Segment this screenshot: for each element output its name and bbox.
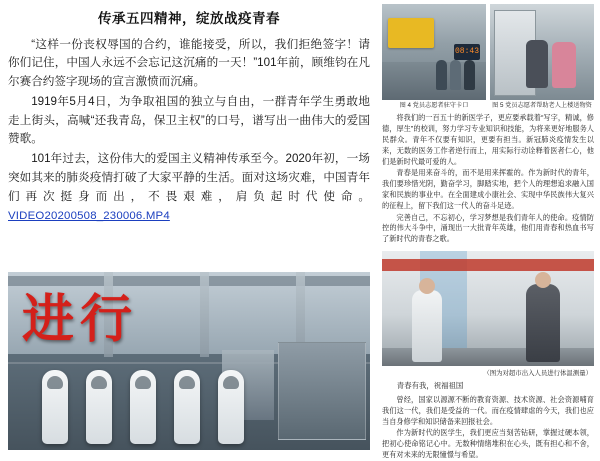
time-display-sign: 08:43 xyxy=(454,44,480,60)
page-title: 传承五四精神，绽放战疫青春 xyxy=(98,11,280,26)
closing-paragraph-2: 作为新时代的医学生，我们更应当刻苦钻研，掌握过硬本领，把初心使命铭记心中。无数种情绪堆积在心头，既有担心和不舍，更有对未来的无限憧憬与希望。 xyxy=(382,428,594,459)
market-temperature-check-photo xyxy=(382,251,594,366)
closing-paragraph-1: 曾经，国家以源源不断的教育资源、技术资源、社会资源哺育我们这一代，我们是受益的一代。而在疫情肆虐的今天，我们也应当自身修学和知识储备来回报社会。 xyxy=(382,395,594,426)
right-paragraph-1: 将我们的一百五十的新医学子，更应要承载着“写字，精诚，修德，厚生”的校训，努力学习专业知识和技能，为将来更好地服务人民群众。青年不仅要有知识，更要有担当。新冠肺炎疫情发生以来，无数的医务工作者逆行而上，用实际行动诠释着医者仁心，他们是新时代最可爱的人。 xyxy=(382,113,594,166)
photo-caption-5: 图 5 党员志愿者帮助老人上楼送物资 xyxy=(492,102,592,109)
photo-equipment xyxy=(278,342,366,440)
market-photo-caption: （图为对超市出入人员进行体温测量） xyxy=(483,370,592,377)
photo-overhead-beam xyxy=(8,276,370,286)
photo-worker xyxy=(174,370,200,444)
photo-overlay-text: 进行 xyxy=(22,291,139,349)
paragraph-3 xyxy=(8,150,370,225)
right-column xyxy=(378,0,600,459)
epidemic-prevention-workers-photo xyxy=(8,272,370,450)
photo-person xyxy=(552,42,576,88)
right-paragraph-3: 完善自己，不忘初心，学习梦想是我们青年人的使命。疫情防控的伟大斗争中，涌现出一大批青年英雄，他们用青春和热血书写了新时代的青春之歌。 xyxy=(382,212,594,244)
photo-person xyxy=(450,60,461,90)
right-article-body xyxy=(382,113,594,245)
photo-person xyxy=(436,60,447,90)
photo-yellow-tent xyxy=(388,18,434,48)
door-delivery-photo xyxy=(490,4,594,100)
photo-red-banner xyxy=(382,259,594,271)
paragraph-1: “这样一份丧权辱国的合约，谁能接受，所以，我们拒绝签字！请你们记住，中国人永远不会忘记这沉痛的一天！”101年前，顾维钧在凡尔赛合约签字现场的宣言激愤而沉痛。 xyxy=(8,37,370,89)
article-body xyxy=(8,36,370,226)
photo-worker xyxy=(218,370,244,444)
photo-worker xyxy=(130,370,156,444)
right-paragraph-2: 青春是用来奋斗的，而不是用来挥霍的。作为新时代的青年，我们要珍惜光阴，勤奋学习，脚踏实地，把个人的理想追求融入国家和民族的事业中。在全面建成小康社会、实现中华民族伟大复兴的征程上，留下我们这一代人的奋斗足迹。 xyxy=(382,168,594,210)
top-photo-row xyxy=(382,4,594,100)
photo-customer-person xyxy=(526,284,560,362)
photo-caption-4: 图 4 党员志愿者驻守卡口 xyxy=(399,102,469,109)
photo-person xyxy=(526,40,548,88)
checkpoint-photo xyxy=(382,4,486,100)
photo-worker xyxy=(42,370,68,444)
photo-person-head xyxy=(535,272,551,288)
photo-staff-person xyxy=(412,290,442,362)
paragraph-3-text: 101年过去，这份伟大的爱国主义精神传承至今。2020年初，一场突如其来的肺炎疫情打破了大家平静的生活。面对这场灾难，中国青年们再次挺身而出，不畏艰难，肩负起时代使命。 xyxy=(8,152,370,203)
photo-person-head xyxy=(419,278,435,294)
photo-pillar xyxy=(200,272,209,357)
photo-worker xyxy=(86,370,112,444)
paragraph-2: 1919年5月4日，为争取祖国的独立与自由，一群青年学生勇敢地走上街头，高喊“还我青岛，保卫主权”的口号，谱写出一曲伟大的爱国赞歌。 xyxy=(8,94,370,146)
closing-heading: 青春有我，祝福祖国 xyxy=(396,381,464,390)
photo-person xyxy=(464,60,475,90)
top-photo-captions xyxy=(382,102,594,109)
closing-body xyxy=(382,395,594,461)
video-file-link[interactable]: VIDEO20200508_230006.MP4 xyxy=(8,209,170,222)
